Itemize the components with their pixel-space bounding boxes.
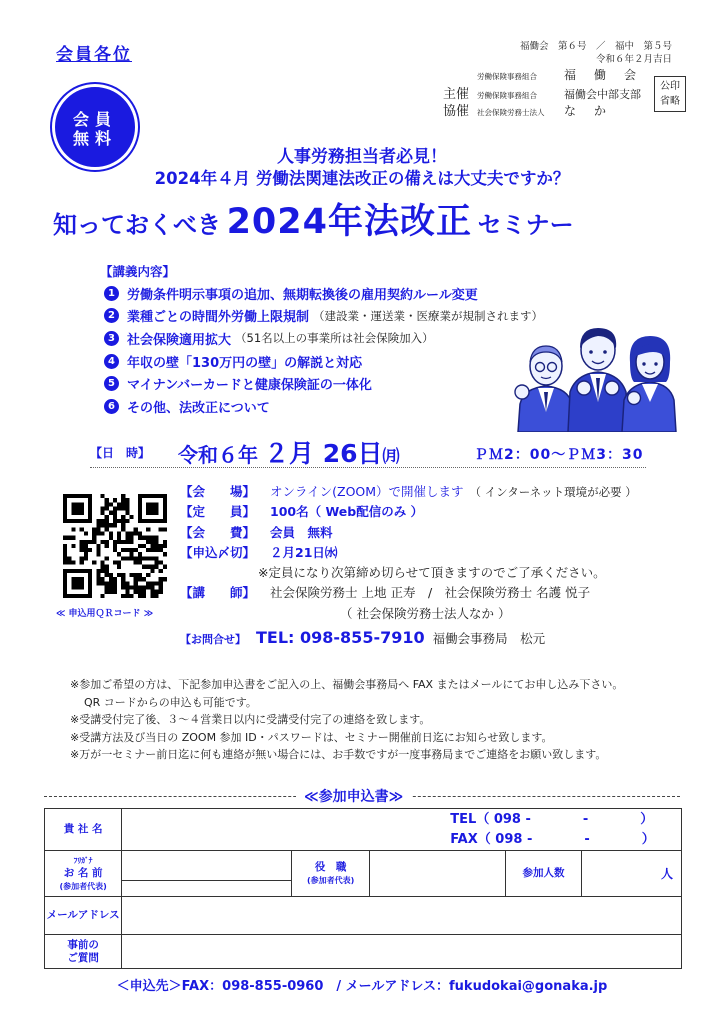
name-field[interactable] [122,851,292,897]
lecture-note: （建設業・運送業・医療業が規制されます） [313,308,544,323]
main-title-part2: 2024年法改正 [226,202,472,242]
contact-name: 福働会事務局 松元 [432,631,546,646]
contact-label: 【お問合せ】 [180,633,246,646]
lecture-text: その他、法改正について [127,400,270,416]
name-label [45,851,122,897]
capacity-value: 100名（ Web配信のみ ） [270,504,424,520]
date-weekday: ㈪ [382,447,400,467]
official-seal-omitted-box [654,76,686,112]
footer-apply-info: ＜申込先＞FAX：098-855-0960 / メールアドレス：fukudokai@gonaka.jp [116,979,608,994]
seal-line: 省略 [660,96,680,107]
furigana-label: ﾌﾘｶﾞﾅ [73,856,93,865]
lecture-text: 業種ごとの時間外労働上限規制 [127,310,310,326]
number-icon: 4 [104,354,119,369]
name-sub-label: (参加者代表) [59,882,107,891]
document-number [500,40,672,66]
question-label [45,935,122,969]
number-icon: 1 [104,286,119,301]
addressee: 会員各位 [56,45,132,65]
position-label-text: 役 職 [314,860,347,873]
three-people-illustration [510,322,678,432]
contact-phone[interactable]: TEL: 098-855-7910 [256,628,425,647]
lecture-note: （51名以上の事業所は社会保険加入） [235,331,434,346]
lecture-text: マイナンバーカードと健康保険証の一体化 [127,378,372,394]
lecture-item [104,395,543,418]
organizer-name: な か [564,104,610,118]
email-field[interactable] [122,897,682,935]
venue-label: 【会 場】 [180,484,256,499]
position-label [292,851,370,897]
lecture-item [104,327,543,350]
organizer-prefix: 労働保険事務組合 [477,91,537,100]
host-label: 主催 [443,87,470,102]
name-label-text: お 名 前 [63,867,103,879]
person-left-icon [515,346,574,432]
headline-line1: 人事労務担当者必見！ [277,147,447,167]
attendees-unit: 人 [660,867,673,881]
organizer-prefix: 労働保険事務組合 [477,72,537,81]
lecture-list [104,282,543,418]
form-title: ≪参加申込書≫ [296,786,411,806]
organizer-prefix: 社会保険労務士法人 [477,108,545,117]
company-label: 貴 社 名 [45,809,122,851]
main-title-part1: 知っておくべき [53,211,221,239]
fax-line: FAX（ 098 - - ） [450,831,655,847]
notes [70,676,700,764]
headline-line2: 2024年４月 労働法関連法改正の備えは大丈夫ですか？ [154,169,570,188]
number-icon: 3 [104,331,119,346]
application-qr-code[interactable] [63,494,167,598]
deadline-value: ２月21日㈬ [270,544,338,560]
venue-value: オンライン(ZOOM）で開催します [270,484,464,499]
lecture-item [104,282,543,305]
note-line: ※参加ご希望の方は、下記参加申込書をご記入の上、福働会事務局へ FAX またはメールにてお申し込み下さい。 [70,678,624,691]
number-icon: 5 [104,376,119,391]
date-label: 【日 時】 [90,446,151,460]
date-row [90,432,646,468]
number-icon: 2 [104,308,119,323]
attendees-label: 参加人数 [506,851,582,897]
event-time: ＰＭ2：00〜ＰＭ3：30 [474,447,644,463]
deadline-note: ※定員になり次第締め切らせて頂きますのでご了承ください。 [258,565,606,581]
note-line: ※受講方法及び当日の ZOOM 参加 ID・パスワードは、セミナー開催前日迄にお知らせ致します。 [70,730,553,744]
main-title-part3: セミナー [477,211,574,239]
lecturer-label: 【講 師】 [180,585,256,601]
organizer-name: 福 働 会 [564,68,640,82]
fee-value: 会員 無料 [270,524,333,540]
position-sub-label: (参加者代表) [306,875,355,885]
number-icon: 6 [104,399,119,414]
date-day: ２月 26日 [264,439,383,468]
lecture-item [104,305,543,328]
note-line: ※受講受付完了後、３～４営業日以内に受講受付完了の連絡を致します。 [70,713,431,727]
document-number-line: 福働会 第６号 ／ 福中 第５号 [519,41,672,52]
organizers [443,66,641,117]
lecturer-names: 社会保険労務士 上地 正寿 / 社会保険労務士 名護 悦子 [270,585,591,601]
organizer-name: 福働会中部支部 [564,88,641,101]
email-label: メールアドレス [45,897,122,935]
contact-info [180,628,545,647]
application-form [44,808,682,969]
lecture-text: 社会保険適用拡大 [127,332,232,348]
deadline-label: 【申込〆切】 [180,544,256,560]
venue-note: （ インターネット環境が必要 ） [469,485,637,499]
question-label-line: 事前の [67,938,99,951]
note-line: ※万が一セミナー前日迄に何も連絡が無い場合には、お手数ですが一度事務局までご連絡をお願い致します。 [70,748,607,762]
event-details [180,482,670,624]
capacity-label: 【定 員】 [180,504,256,520]
qr-caption: ≪ 申込用ＱＲコード ≫ [56,609,154,619]
event-date [178,434,400,470]
tel-line: TEL（ 098 - - ） [450,811,654,827]
question-field[interactable] [122,935,682,969]
person-middle-icon [568,328,628,432]
company-field[interactable] [122,809,682,851]
person-right-icon [622,336,676,432]
seal-line: 公印 [660,81,680,92]
cohost-label: 協催 [443,104,470,119]
attendees-field[interactable] [582,851,682,897]
question-label-line: ご質問 [67,951,99,964]
lecture-text: 年収の壁「130万円の壁」の解説と対応 [127,355,363,371]
badge-line: 会員 [72,110,117,129]
note-line: QR コードからの申込も可能です。 [84,695,257,709]
badge-line: 無料 [72,129,117,148]
lecture-text: 労働条件明示事項の追加、無期転換後の雇用契約ルール変更 [127,287,478,303]
lecturer-org: （ 社会保険労務士法人なか ） [340,605,511,621]
document-date: 令和６年２月吉日 [595,54,672,65]
main-title [53,194,574,244]
lecture-item [104,350,543,373]
position-field[interactable] [370,851,506,897]
fee-label: 【会 費】 [180,524,256,540]
lecture-heading: 【講義内容】 [100,264,176,279]
date-era: 令和６年 [178,443,258,467]
lecture-item [104,372,543,395]
